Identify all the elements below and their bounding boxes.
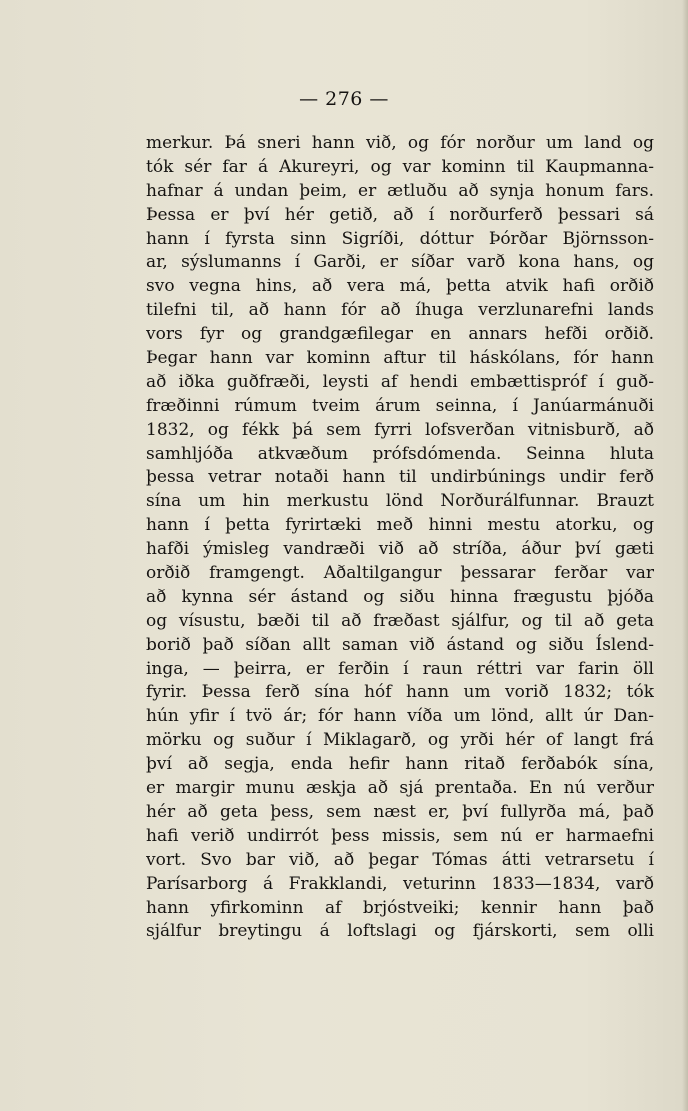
page-number-header: — 276 — xyxy=(299,88,389,110)
text-line: sína um hin merkustu lönd Norðurálfunnar. Brauzt xyxy=(146,491,654,512)
text-line: að iðka guðfræði, leysti af hendi embættispróf í guð- xyxy=(146,371,654,392)
text-line: tók sér far á Akureyri, og var kominn til Kaupmanna- xyxy=(146,156,654,177)
text-line: er margir munu æskja að sjá prentaða. En nú verður xyxy=(146,778,654,799)
text-line: hafði ýmisleg vandræði við að stríða, áður því gæti xyxy=(146,539,654,560)
text-line: Parísarborg á Frakklandi, veturinn 1833—1834, varð xyxy=(146,873,654,894)
text-line: ar, sýslumanns í Garði, er síðar varð kona hans, og xyxy=(146,252,654,273)
text-line: fræðinni rúmum tveim árum seinna, í Janúarmánuði xyxy=(146,395,654,416)
text-line: fyrir. Þessa ferð sína hóf hann um vorið 1832; tók xyxy=(146,682,654,703)
text-line: hún yfir í tvö ár; fór hann víða um lönd, allt úr Dan- xyxy=(146,706,654,727)
text-line: að kynna sér ástand og siðu hinna frægustu þjóða xyxy=(146,586,654,607)
text-line: vors fyr og grandgæfilegar en annars hefði orðið. xyxy=(146,324,654,345)
text-line: svo vegna hins, að vera má, þetta atvik hafi orðið xyxy=(146,276,654,297)
text-line: og vísustu, bæði til að fræðast sjálfur, og til að geta xyxy=(146,610,654,631)
text-line: þessa vetrar notaði hann til undirbúnings undir ferð xyxy=(146,467,654,488)
text-line: hér að geta þess, sem næst er, því fullyrða má, það xyxy=(146,801,654,822)
body-text xyxy=(146,132,654,944)
text-line: mörku og suður í Miklagarð, og yrði hér of langt frá xyxy=(146,730,654,751)
text-line: inga, — þeirra, er ferðin í raun réttri var farin öll xyxy=(146,658,654,679)
text-line: hafnar á undan þeim, er ætluðu að synja honum fars. xyxy=(146,180,654,201)
text-line: merkur. Þá sneri hann við, og fór norður um land og xyxy=(146,133,654,153)
text-line: Þegar hann var kominn aftur til háskólans, fór hann xyxy=(146,348,654,369)
text-line: hann yfirkominn af brjóstveiki; kennir hann það xyxy=(146,897,654,918)
text-line: vort. Svo bar við, að þegar Tómas átti vetrarsetu í xyxy=(146,849,654,870)
text-line: hann í fyrsta sinn Sigríði, dóttur Þórðar Björnsson- xyxy=(146,228,654,249)
text-line: Þessa er því hér getið, að í norðurferð þessari sá xyxy=(146,204,654,225)
text-line: því að segja, enda hefir hann ritað ferðabók sína, xyxy=(146,754,654,775)
text-line: borið það síðan allt saman við ástand og siðu Íslend- xyxy=(146,634,654,655)
page-edge-shadow xyxy=(682,0,688,1111)
text-line: orðið framgengt. Aðaltilgangur þessarar ferðar var xyxy=(146,563,654,584)
text-line: hafi verið undirrót þess missis, sem nú er harmaefni xyxy=(146,825,654,846)
text-line: 1832, og fékk þá sem fyrri lofsverðan vitnisburð, að xyxy=(146,419,654,440)
text-line: hann í þetta fyrirtæki með hinni mestu atorku, og xyxy=(146,515,654,536)
text-line: sjálfur breytingu á loftslagi og fjárskorti, sem olli xyxy=(146,921,654,942)
text-line: tilefni til, að hann fór að íhuga verzlunarefni lands xyxy=(146,300,654,321)
text-line: samhljóða atkvæðum prófsdómenda. Seinna hluta xyxy=(146,443,654,464)
